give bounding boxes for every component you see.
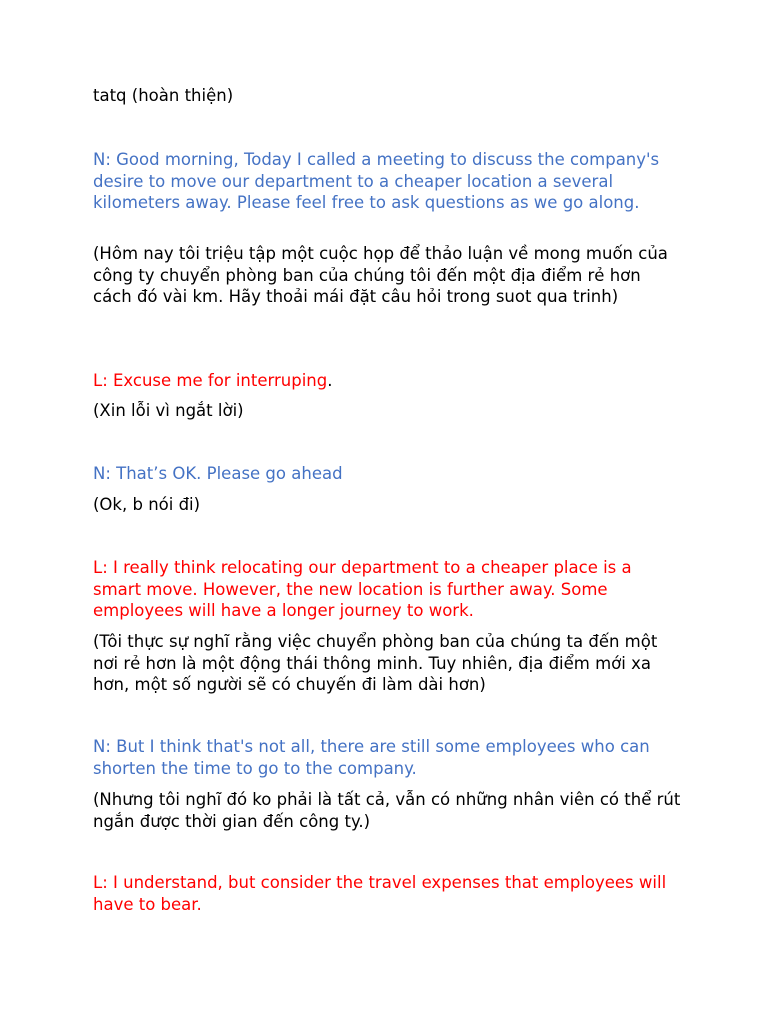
dialogue-line-n-2: N: That’s OK. Please go ahead [93, 464, 343, 483]
dialogue-line-l-2: L: I really think relocating our department to a cheaper place is a smart move. However, the new location is further away. Some employees will have a longer journey to work. [93, 558, 632, 620]
dialogue-line-l-1-period: . [327, 371, 333, 390]
dialogue-line-l-1-text: L: Excuse me for interruping [93, 371, 328, 390]
translation-line-5: (Nhưng tôi nghĩ đó ko phải là tất cả, vẫn có những nhân viên có thể rút ngắn được thời gian đến công ty.) [93, 790, 681, 831]
translation-line-3: (Ok, b nói đi) [93, 495, 201, 514]
dialogue-line-l-3: L: I understand, but consider the travel expenses that employees will have to bear. [93, 873, 667, 914]
dialogue-line-l-1 [93, 370, 683, 392]
dialogue-line-n-1: N: Good morning, Today I called a meeting to discuss the company's desire to move our department to a cheaper location a several kilometers away. Please feel free to ask questions as we go along. [93, 150, 660, 212]
translation-line-1: (Hôm nay tôi triệu tập một cuộc họp để thảo luận về mong muốn của công ty chuyển phòng ban của chúng tôi đến một địa điểm rẻ hơn cách đó vài km. Hãy thoải mái đặt câu hỏi trong suot qua trinh) [93, 244, 668, 306]
translation-line-2: (Xin lỗi vì ngắt lời) [93, 401, 244, 420]
document-title: tatq (hoàn thiện) [93, 86, 234, 105]
dialogue-line-n-3: N: But I think that's not all, there are still some employees who can shorten the time to go to the company. [93, 737, 650, 778]
translation-line-4: (Tôi thực sự nghĩ rằng việc chuyển phòng ban của chúng ta đến một nơi rẻ hơn là một động thái thông minh. Tuy nhiên, địa điểm mới xa hơn, một số người sẽ có chuyến đi làm dài hơn) [93, 632, 658, 694]
